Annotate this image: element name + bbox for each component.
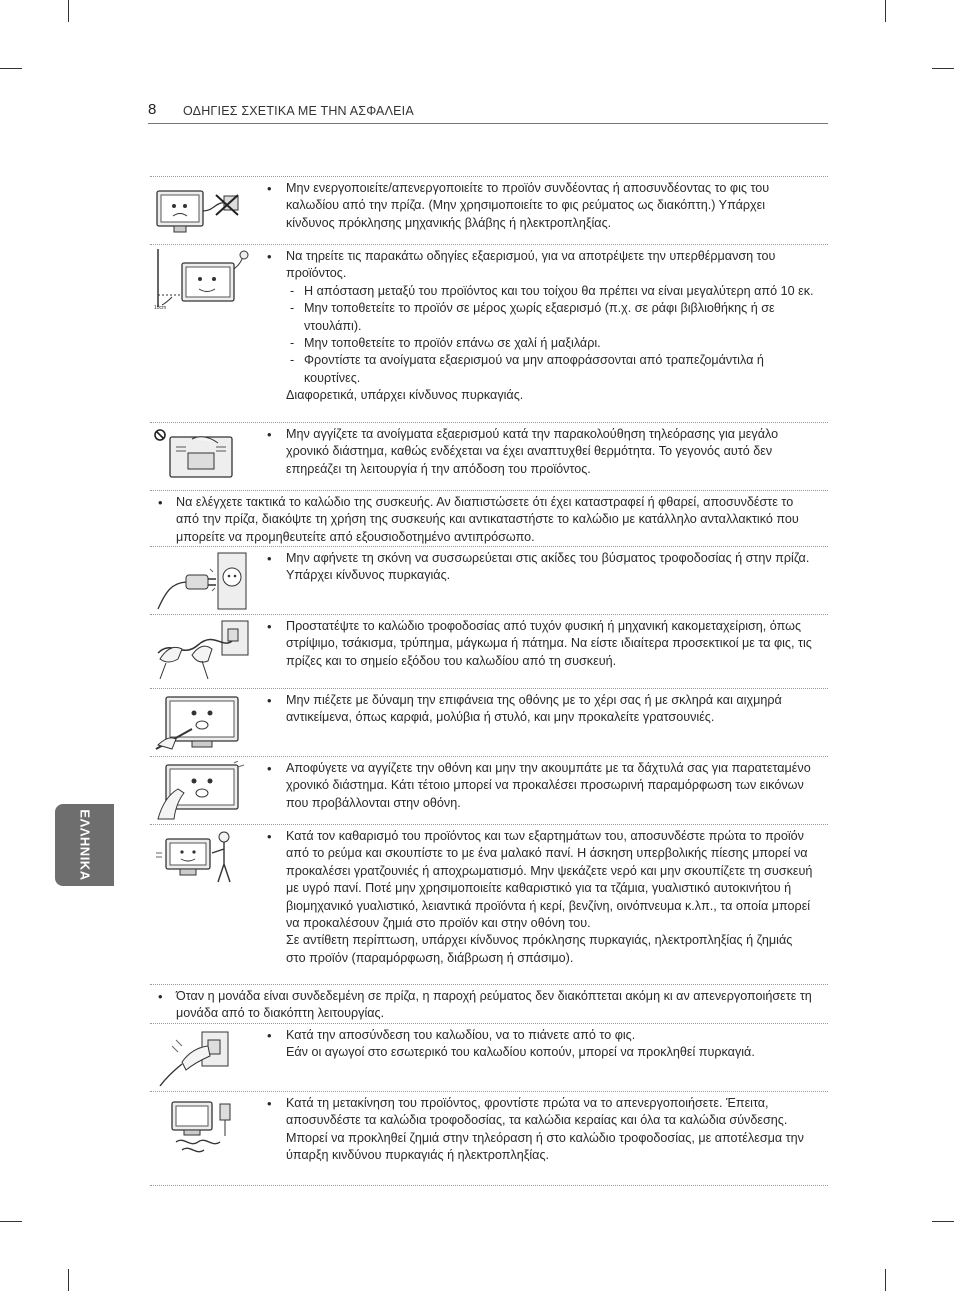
crop-mark xyxy=(885,1269,886,1291)
safety-item-power-off xyxy=(150,984,828,1023)
section-title: ΟΔΗΓΙΕΣ ΣΧΕΤΙΚΑ ΜΕ ΤΗΝ ΑΣΦΑΛΕΙΑ xyxy=(183,104,414,118)
safety-text: • Όταν η μονάδα είναι συνδεδεμένη σε πρίζα, η παροχή ρεύματος δεν διακόπτεται ακόμη κι αν απενεργοποιήσετε τη μονάδα από το διακόπτη λειτουργίας. xyxy=(150,988,814,1023)
safety-note: Υπάρχει κίνδυνος πυρκαγιάς. xyxy=(286,568,451,583)
illustration-label: 10cm xyxy=(154,305,167,311)
safety-item-vent-heat xyxy=(150,422,828,490)
crop-mark xyxy=(0,68,22,69)
crop-mark xyxy=(885,0,886,22)
safety-item-cable-protect xyxy=(150,614,828,688)
plug-dust-illustration xyxy=(152,551,252,613)
safety-list xyxy=(150,176,828,1186)
safety-item-unplug-by-plug xyxy=(150,1023,828,1091)
tv-unplug-illustration xyxy=(152,181,252,239)
crop-mark xyxy=(68,1269,69,1291)
crop-mark xyxy=(68,0,69,22)
tv-wall-distance-illustration xyxy=(152,249,252,311)
cable-twist-illustration xyxy=(152,619,252,683)
crop-mark xyxy=(932,1221,954,1222)
safety-text: • Μην ενεργοποιείτε/απενεργοποιείτε το προϊόν συνδέοντας ή αποσυνδέοντας το φις του καλωδίου από την πρίζα. (Μην χρησιμοποιείτε το φις ρεύματος ως διακόπτη.) Υπάρχει κίνδυνος πρόκλησης μηχανικής βλάβης ή ηλεκτροπληξίας. xyxy=(262,180,814,232)
safety-subitem: - Φροντίστε τα ανοίγματα εξαερισμού να μην αποφράσσονται από τραπεζομάντιλα ή κουρτίνες. xyxy=(262,352,814,387)
safety-note: Σε αντίθετη περίπτωση, υπάρχει κίνδυνος πρόκλησης πυρκαγιάς, ηλεκτροπληξίας ή ζημιάς στο προϊόν (παραμόρφωση, διάβρωση ή σπάσιμο). xyxy=(286,933,793,965)
language-tab xyxy=(55,804,114,886)
safety-text: • Κατά την αποσύνδεση του καλωδίου, να το πιάνετε από το φις. xyxy=(262,1027,814,1044)
safety-item-screen-touch xyxy=(150,756,828,824)
safety-item-screen-pressure xyxy=(150,688,828,756)
page-header xyxy=(148,101,828,124)
safety-note: Εάν οι αγωγοί στο εσωτερικό του καλωδίου κοπούν, μπορεί να προκληθεί πυρκαγιά. xyxy=(286,1045,755,1060)
page-number: 8 xyxy=(148,101,157,118)
safety-subitem: - Μην τοποθετείτε το προϊόν επάνω σε χαλί ή μαξιλάρι. xyxy=(262,335,814,352)
safety-text: • Κατά τη μετακίνηση του προϊόντος, φροντίστε πρώτα να το απενεργοποιήσετε. Έπειτα, αποσυνδέστε τα καλώδια τροφοδοσίας, τα καλώδια κεραίας και όλα τα καλώδια σύνδεσης. xyxy=(262,1095,814,1130)
safety-item-ventilation xyxy=(150,244,828,422)
safety-item-power-plug-switch xyxy=(150,176,828,244)
crop-mark xyxy=(0,1221,22,1222)
safety-note: Διαφορετικά, υπάρχει κίνδυνος πυρκαγιάς. xyxy=(286,388,524,403)
crop-mark xyxy=(932,68,954,69)
language-tab-label: ΕΛΛΗΝΙΚΑ xyxy=(77,809,92,881)
cleaning-illustration xyxy=(152,829,252,889)
safety-item-plug-dust xyxy=(150,546,828,614)
safety-item-cleaning xyxy=(150,824,828,984)
safety-text: • Κατά τον καθαρισμό του προϊόντος και των εξαρτημάτων του, αποσυνδέστε πρώτα το προϊόν από το ρεύμα και σκουπίστε το με ένα μαλακό πανί. Η άσκηση υπερβολικής πίεσης μπορεί να προκαλέσει γρατζουνιές ή αποχρωματισμό. Μην ψεκάζετε νερό και μην σκουπίζετε τη συσκευή με υγρό πανί. Ποτέ μην χρησιμοποιείτε καθαριστικό για τα τζάμια, γυαλιστικό αυτοκινήτου ή βιομηχανικό γυαλιστικό, λειαντικά προϊόντα ή κερί, βενζίνη, οινόπνευμα κ.λπ., τα οποία μπορεί να προκαλέσουν ζημιά στο προϊόν και στην οθόνη του. xyxy=(262,828,814,932)
moving-tv-illustration xyxy=(152,1096,252,1156)
safety-text: • Αποφύγετε να αγγίζετε την οθόνη και μην την ακουμπάτε με τα δάχτυλά σας για παρατεταμένο χρονικό διάστημα. Κάτι τέτοιο μπορεί να προκαλέσει προσωρινή παραμόρφωση των εικόνων που προβάλλονται στην οθόνη. xyxy=(262,760,814,812)
screen-finger-illustration xyxy=(152,761,252,821)
safety-text: • Να ελέγχετε τακτικά το καλώδιο της συσκευής. Αν διαπιστώσετε ότι έχει καταστραφεί ή φθαρεί, αποσυνδέστε το από την πρίζα, διακόψτε τη χρήση της συσκευής και αντικαταστήστε το καλώδιο με κατάλληλο ανταλλακτικό που μπορείτε να προμηθευτείτε από εξουσιοδοτημένο αντιπρόσωπο. xyxy=(150,494,814,546)
safety-item-moving xyxy=(150,1091,828,1186)
safety-text: • Μην πιέζετε με δύναμη την επιφάνεια της οθόνης με το χέρι σας ή με σκληρά και αιχμηρά αντικείμενα, όπως καρφιά, μολύβια ή στυλό, και μην προκαλείτε γρατσουνιές. xyxy=(262,692,814,727)
safety-text: • Να τηρείτε τις παρακάτω οδηγίες εξαερισμού, για να αποτρέψετε την υπερθέρμανση του προϊόντος. xyxy=(262,248,814,283)
safety-text: • Μην αγγίζετε τα ανοίγματα εξαερισμού κατά την παρακολούθηση τηλεόρασης για μεγάλο χρονικό διάστημα, καθώς ενδέχεται να έχει αναπτυχθεί θερμότητα. Το γεγονός αυτό δεν επηρεάζει τη λειτουργία ή την απόδοση του προϊόντος. xyxy=(262,426,814,478)
safety-item-cable-check xyxy=(150,490,828,546)
safety-text: • Μην αφήνετε τη σκόνη να συσσωρεύεται στις ακίδες του βύσματος τροφοδοσίας ή στην πρίζα. xyxy=(262,550,814,567)
vent-touch-illustration xyxy=(152,427,252,485)
safety-subitem: - Η απόσταση μεταξύ του προϊόντος και του τοίχου θα πρέπει να είναι μεγαλύτερη από 10 εκ. xyxy=(262,283,814,300)
safety-note: Μπορεί να προκληθεί ζημιά στην τηλεόραση ή στο καλώδιο τροφοδοσίας, με αποτέλεσμα την ύπαρξη κινδύνου πυρκαγιάς ή ηλεκτροπληξίας. xyxy=(286,1130,804,1163)
safety-text: • Προστατέψτε το καλώδιο τροφοδοσίας από τυχόν φυσική ή μηχανική κακομεταχείριση, όπως στρίψιμο, τσάκισμα, τρύπημα, μάγκωμα ή πάτημα. Να είστε ιδιαίτερα προσεκτικοί με τα φις, τις πρίζες και το σημείο εξόδου του καλωδίου από τη συσκευή. xyxy=(262,618,814,670)
safety-subitem: - Μην τοποθετείτε το προϊόν σε μέρος χωρίς εξαερισμό (π.χ. σε ράφι βιβλιοθήκης ή σε ντουλάπι). xyxy=(262,300,814,335)
screen-press-illustration xyxy=(152,693,252,753)
unplug-illustration xyxy=(152,1028,252,1088)
